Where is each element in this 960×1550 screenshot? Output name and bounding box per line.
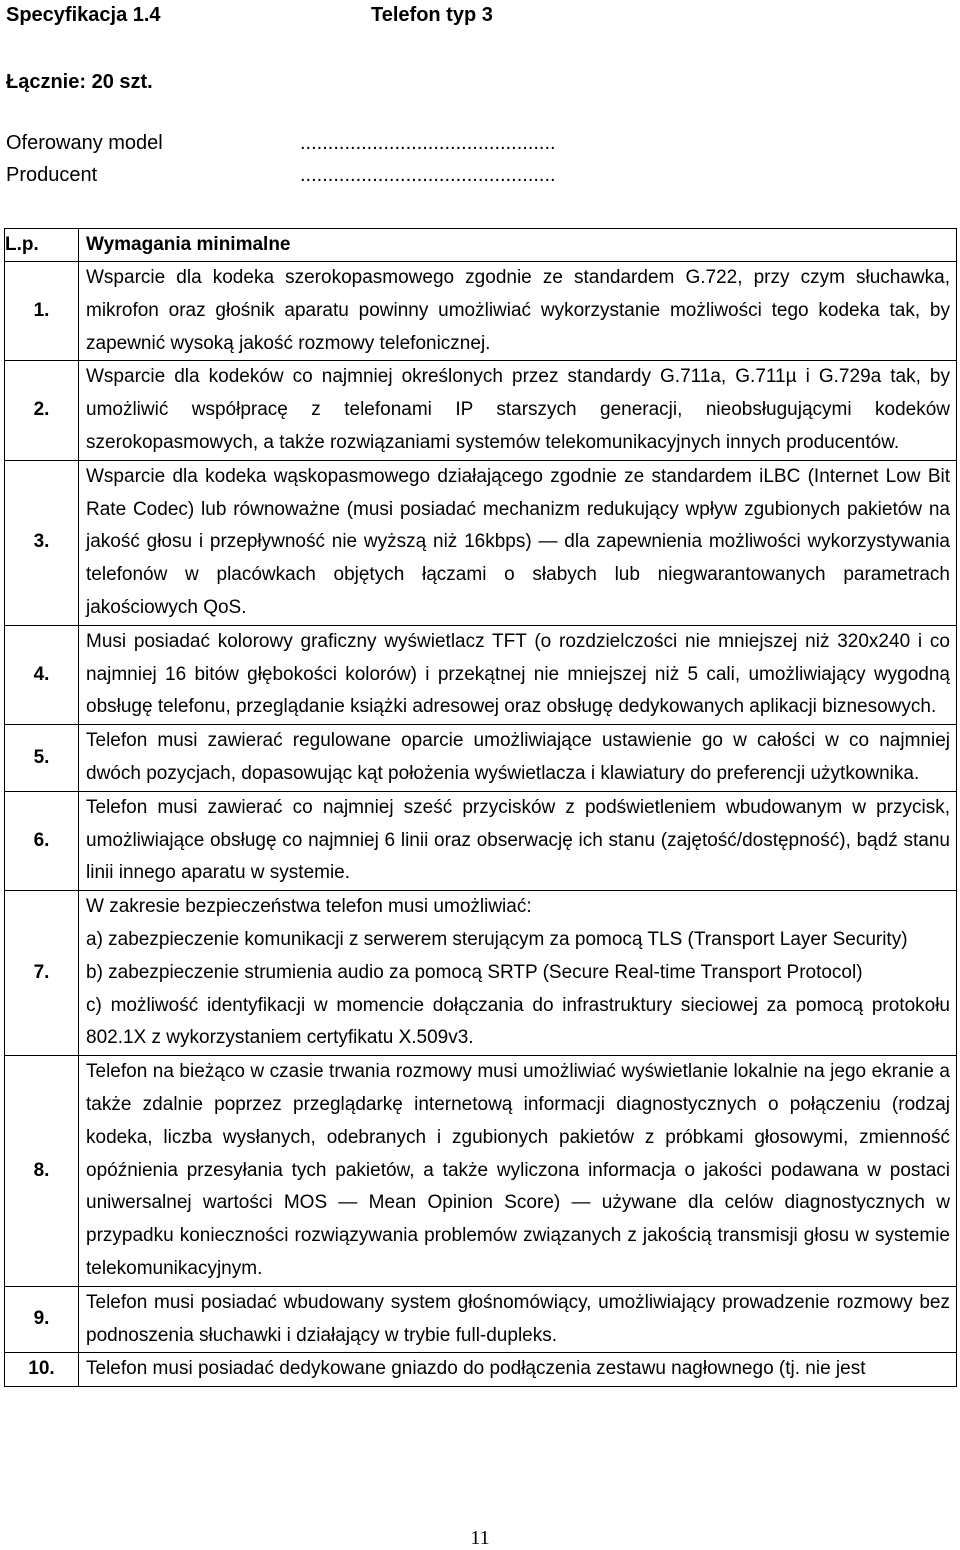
table-row xyxy=(5,361,957,460)
table-header-row xyxy=(5,229,957,262)
phone-type: Telefon typ 3 xyxy=(371,4,493,26)
requirement-text xyxy=(79,1353,957,1387)
requirements-body xyxy=(5,262,957,1387)
row-number: 5. xyxy=(5,725,79,792)
producer-row xyxy=(6,163,556,187)
requirement-paragraph: b) zabezpieczenie strumienia audio za pomocą SRTP (Secure Real-time Transport Protocol) xyxy=(86,961,863,983)
column-header-number: L.p. xyxy=(5,229,79,262)
requirement-text xyxy=(79,891,957,1056)
requirement-paragraph: c) możliwość identyfikacji w momencie dołączania do infrastruktury sieciowej za pomocą protokołu 802.1X z wykorzystaniem certyfikatu X.509v3. xyxy=(86,994,950,1049)
quantity-label: Łącznie: 20 szt. xyxy=(6,71,153,93)
requirement-text xyxy=(79,725,957,792)
offered-model-label: Oferowany model xyxy=(6,132,163,154)
requirement-text xyxy=(79,460,957,625)
table-row xyxy=(5,460,957,625)
row-number: 2. xyxy=(5,361,79,460)
page-number: 11 xyxy=(470,1527,490,1549)
row-number: 7. xyxy=(5,891,79,1056)
producer-label: Producent xyxy=(6,164,98,186)
requirement-text xyxy=(79,625,957,724)
requirement-paragraph: Telefon musi zawierać regulowane oparcie umożliwiające ustawienie go w całości w co najmniej dwóch pozycjach, dopasowując kąt położenia wyświetlacza i klawiatury do preferencji użytkownika. xyxy=(86,730,950,784)
requirements-table xyxy=(4,228,957,1387)
table-row xyxy=(5,791,957,890)
requirement-text xyxy=(79,361,957,460)
requirement-paragraph: Telefon musi posiadać dedykowane gniazdo do podłączenia zestawu nagłownego (tj. nie jest xyxy=(86,1358,866,1380)
table-row xyxy=(5,1286,957,1353)
requirement-paragraph: Telefon musi zawierać co najmniej sześć przycisków z podświetleniem wbudowanym w przycisk, umożliwiające obsługę co najmniej 6 linii oraz obserwację ich stanu (zajętość/dostępność), bądź stanu linii innego aparatu w systemie. xyxy=(86,796,950,884)
offered-model-row xyxy=(6,131,556,155)
row-number: 10. xyxy=(5,1353,79,1387)
requirement-paragraph: Wsparcie dla kodeków co najmniej określonych przez standardy G.711a, G.711µ i G.729a tak, by umożliwić współpracę z telefonami IP starszych generacji, nieobsługującymi kodeków szerokopasmowych, a także rozwiązaniami systemów telekomunikacyjnych innych producentów. xyxy=(86,366,950,453)
requirement-text xyxy=(79,791,957,890)
row-number: 4. xyxy=(5,625,79,724)
requirement-paragraph: Wsparcie dla kodeka szerokopasmowego zgodnie ze standardem G.722, przy czym słuchawka, mikrofon oraz głośnik aparatu powinny umożliwiać wykorzystanie możliwości tego kodeka tak, by zapewnić wysoką jakość rozmowy telefonicznej. xyxy=(86,267,950,354)
row-number: 1. xyxy=(5,262,79,361)
row-number: 6. xyxy=(5,791,79,890)
requirement-text xyxy=(79,262,957,361)
requirement-text xyxy=(79,1286,957,1353)
table-row xyxy=(5,1353,957,1387)
requirement-paragraph: Wsparcie dla kodeka wąskopasmowego działającego zgodnie ze standardem iLBC (Internet Low Bit Rate Codec) lub równoważne (musi posiadać mechanizm redukujący wpływ zgubionych pakietów na jakość głosu i przepływność nie wyższą niż 16kbps) — dla zapewnienia możliwości wykorzystywania telefonów w placówkach objętych łączami o słabych lub niegwarantowanych parametrach jakościowych QoS. xyxy=(86,465,950,618)
row-number: 3. xyxy=(5,460,79,625)
requirement-paragraph: Telefon musi posiadać wbudowany system głośnomówiący, umożliwiający prowadzenie rozmowy bez podnoszenia słuchawki i działający w trybie full-dupleks. xyxy=(86,1291,950,1346)
table-row xyxy=(5,725,957,792)
table-row xyxy=(5,262,957,361)
column-header-requirements: Wymagania minimalne xyxy=(79,229,957,262)
table-row xyxy=(5,1056,957,1287)
offered-model-blank: .............................................. xyxy=(300,132,556,154)
table-row xyxy=(5,891,957,1056)
requirement-paragraph: Musi posiadać kolorowy graficzny wyświetlacz TFT (o rozdzielczości nie mniejszej niż 320x240 i co najmniej 16 bitów głębokości kolorów) i przekątnej nie mniejszej niż 5 cali, umożliwiający wygodną obsługę telefonu, przeglądanie książki adresowej oraz obsługę dedykowanych aplikacji biznesowych. xyxy=(86,630,950,718)
requirement-text xyxy=(79,1056,957,1287)
row-number: 9. xyxy=(5,1286,79,1353)
row-number: 8. xyxy=(5,1056,79,1287)
requirement-paragraph: a) zabezpieczenie komunikacji z serwerem sterującym za pomocą TLS (Transport Layer Security) xyxy=(86,928,908,950)
requirement-paragraph: W zakresie bezpieczeństwa telefon musi umożliwiać: xyxy=(86,896,532,918)
requirement-paragraph: Telefon na bieżąco w czasie trwania rozmowy musi umożliwiać wyświetlanie lokalnie na jego ekranie a także zdalnie poprzez przeglądarkę internetową informacji diagnostycznych o połączeniu (rodzaj kodeka, liczba wysłanych, odebranych i zgubionych pakietów z próbkami głosowymi, zmienność opóźnienia przesyłania tych pakietów, a także wyliczona informacja o jakości podawana w postaci uniwersalnej wartości MOS — Mean Opinion Score) — używane dla celów diagnostycznych w przypadku konieczności rozwiązywania problemów związanych z jakością transmisji głosu w systemie telekomunikacyjnym. xyxy=(86,1061,950,1279)
producer-blank: .............................................. xyxy=(300,164,556,186)
table-row xyxy=(5,625,957,724)
spec-title: Specyfikacja 1.4 xyxy=(6,4,161,26)
